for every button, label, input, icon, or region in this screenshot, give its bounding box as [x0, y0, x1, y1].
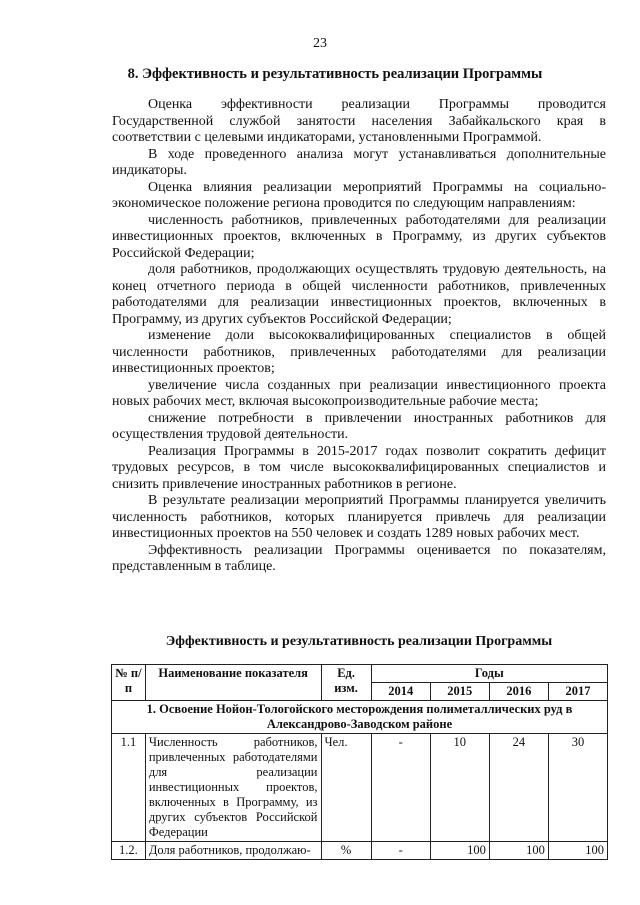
paragraph: увеличение числа созданных при реализации инвестиционного проекта новых рабочих мест, включая высокопроизводительные рабочие места;	[112, 377, 606, 409]
row-value: 100	[489, 842, 548, 860]
paragraph: Оценка эффективности реализации Программы проводится Государственной службой занятости населения Забайкальского края в соответствии с целевыми индикаторами, установленными Программой.	[112, 97, 606, 145]
table-row	[112, 842, 608, 860]
row-value: -	[371, 734, 430, 842]
performance-table	[111, 664, 608, 860]
paragraph: изменение доли высококвалифицированных специалистов в общей численности работников, привлеченных работодателями для реализации инвестиционных проектов;	[112, 328, 606, 376]
header-name: Наименование показателя	[145, 665, 321, 701]
page-number: 23	[313, 36, 327, 51]
row-value: 100	[430, 842, 489, 860]
row-num: 1.1	[112, 734, 146, 842]
row-value: -	[371, 842, 430, 860]
table-row	[112, 734, 608, 842]
header-year: 2014	[371, 683, 430, 701]
section-heading: 8. Эффективность и результативность реализации Программы	[127, 66, 543, 82]
row-value: 30	[548, 734, 607, 842]
paragraph: Реализация Программы в 2015-2017 годах позволит сократить дефицит трудовых ресурсов, в том числе высококвалифицированных специалистов и снизить привлечение иностранных работников в регионе.	[112, 443, 606, 492]
paragraph: Эффективность реализации Программы оценивается по показателям, представленным в таблице.	[112, 542, 606, 574]
row-name: Доля работников, продолжаю-	[145, 842, 321, 860]
row-unit: Чел.	[321, 734, 371, 842]
header-num: № п/п	[112, 665, 146, 701]
paragraph: численность работников, привлеченных работодателями для реализации инвестиционных проектов, включенных в Программу, из других субъектов Российской Федерации;	[112, 212, 606, 261]
header-year: 2017	[548, 683, 607, 701]
row-num: 1.2.	[112, 842, 146, 860]
table-caption: Эффективность и результативность реализации Программы	[165, 634, 553, 649]
row-value: 24	[489, 734, 548, 842]
row-unit: %	[321, 842, 371, 860]
row-name: Численность работников, привлеченных работодателями для реализации инвестиционных проектов, включенных в Программу, из других субъектов Российской Федерации	[145, 734, 321, 842]
header-year: 2016	[489, 683, 548, 701]
header-year: 2015	[430, 683, 489, 701]
paragraph: снижение потребности в привлечении иностранных работников для осуществления трудовой деятельности.	[112, 410, 606, 442]
header-years-group: Годы	[371, 665, 607, 683]
paragraph: доля работников, продолжающих осуществлять трудовую деятельность, на конец отчетного периода в общей численности работников, привлеченных работодателями для реализации инвестиционных проектов, включенных в Программу, из других субъектов Российской Федерации;	[112, 262, 606, 327]
paragraph: Оценка влияния реализации мероприятий Программы на социально-экономическое положение региона проводится по следующим направлениям:	[112, 179, 606, 211]
body-text	[112, 97, 606, 576]
table-header-row	[112, 665, 608, 683]
row-value: 10	[430, 734, 489, 842]
header-unit: Ед. изм.	[321, 665, 371, 701]
row-value: 100	[548, 842, 607, 860]
paragraph: В ходе проведенного анализа могут устанавливаться дополнительные индикаторы.	[112, 146, 606, 178]
paragraph: В результате реализации мероприятий Программы планируется увеличить численность работников, которых планируется привлечь для реализации инвестиционных проектов на 550 человек и создать 1289 новых рабочих мест.	[112, 493, 606, 541]
table-section-row	[112, 701, 608, 734]
table-section-title: 1. Освоение Нойон-Тологойского месторождения полиметаллических руд в Александрово-Заводском районе	[112, 701, 608, 734]
